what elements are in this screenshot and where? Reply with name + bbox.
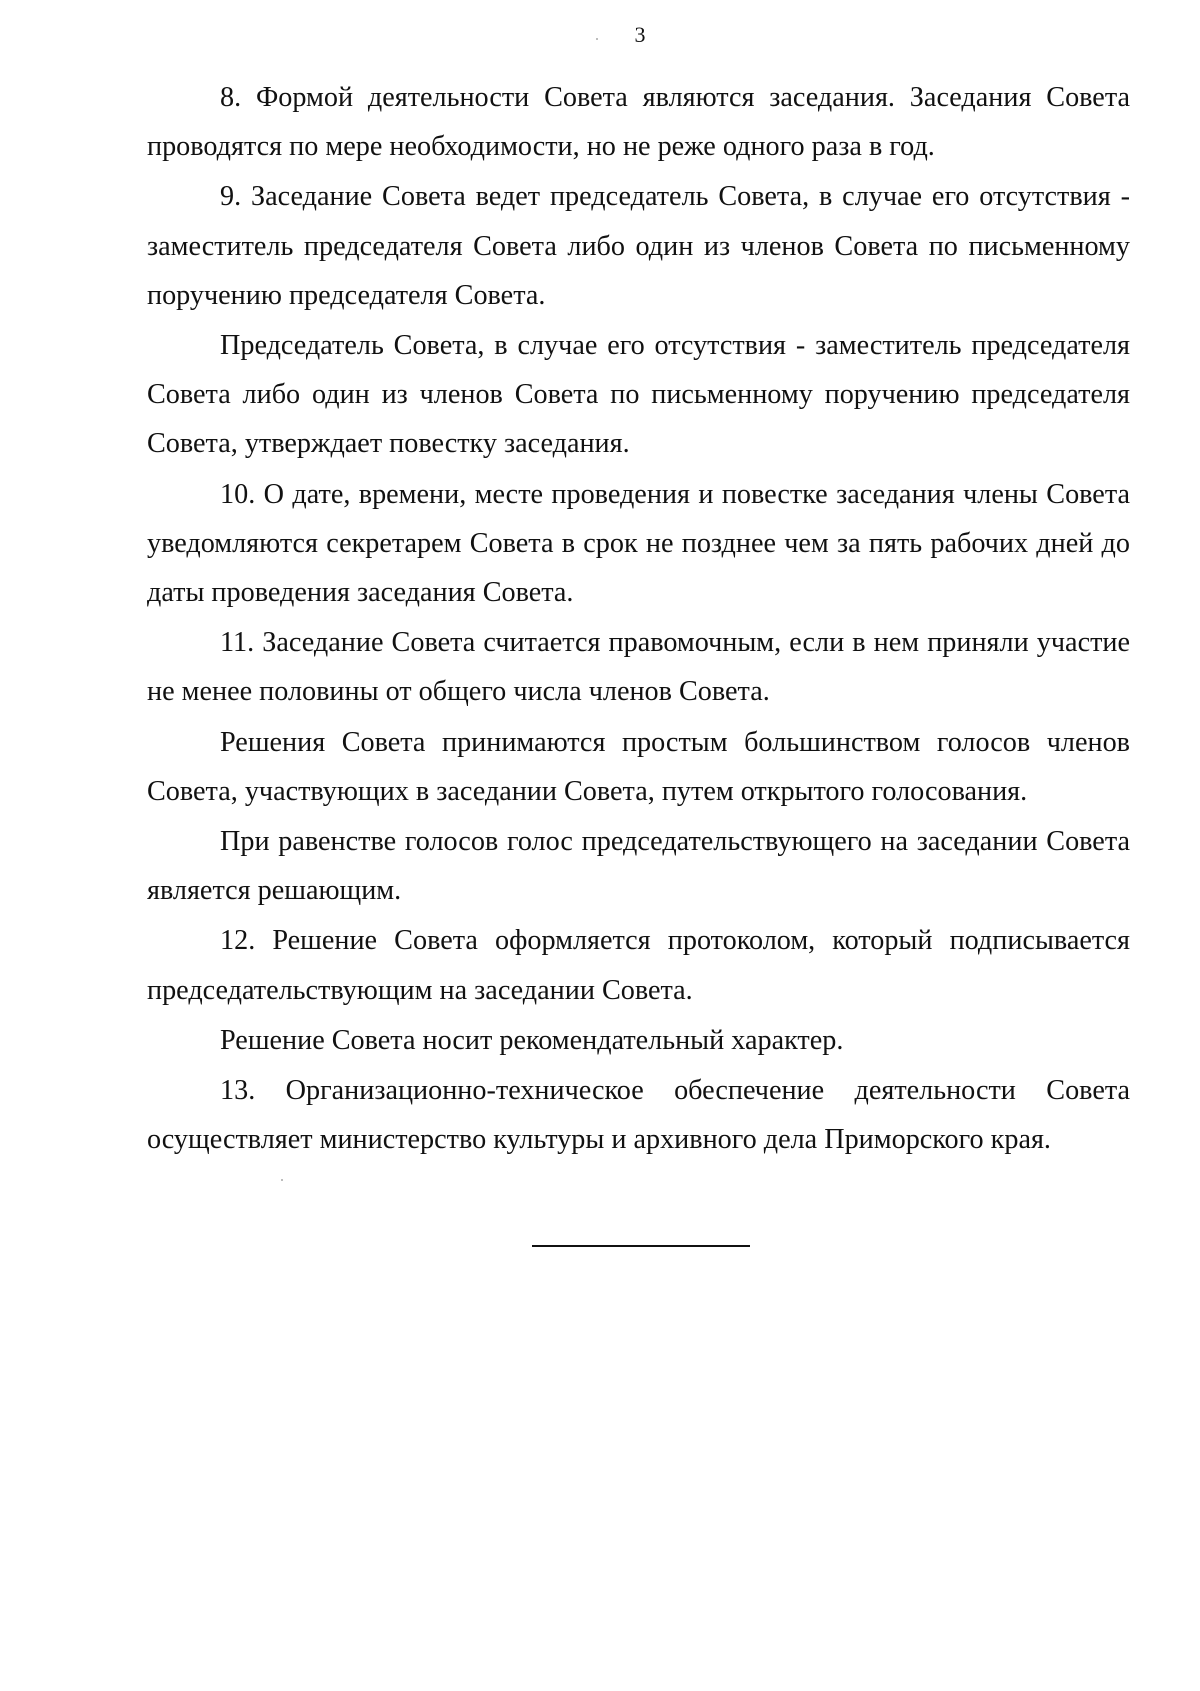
scan-speck: [281, 1179, 283, 1181]
page-number: 3: [634, 22, 646, 47]
paragraph-12: 12. Решение Совета оформляется протоколом, который подписывается председательствующим на заседании Совета.: [147, 925, 1130, 1006]
paragraph-11-tie-vote: При равенстве голосов голос председательствующего на заседании Совета является решающим.: [147, 826, 1130, 907]
paragraph-11-decisions: Решения Совета принимаются простым большинством голосов членов Совета, участвующих в заседании Совета, путем открытого голосования.: [147, 726, 1130, 807]
paragraph-13: 13. Организационно-техническое обеспечение деятельности Совета осуществляет министерство культуры и архивного дела Приморского края.: [147, 1075, 1130, 1156]
document-body: [147, 73, 1130, 1165]
paragraph-12-advisory: Решение Совета носит рекомендательный характер.: [220, 1024, 844, 1056]
paragraph-9: 9. Заседание Совета ведет председатель Совета, в случае его отсутствия - заместитель председателя Совета либо один из членов Совета по письменному поручению председателя Совета.: [147, 181, 1130, 311]
paragraph-9-agenda: Председатель Совета, в случае его отсутствия - заместитель председателя Совета либо один из членов Совета по письменному поручению председателя Совета, утверждает повестку заседания.: [147, 330, 1130, 460]
end-of-document-rule: [532, 1245, 750, 1247]
paragraph-10: 10. О дате, времени, месте проведения и повестке заседания члены Совета уведомляются секретарем Совета в срок не позднее чем за пять рабочих дней до даты проведения заседания Совета.: [147, 478, 1130, 609]
paragraph-11: 11. Заседание Совета считается правомочным, если в нем приняли участие не менее половины от общего числа членов Совета.: [147, 627, 1130, 708]
scan-speck: [596, 38, 598, 40]
paragraph-8: 8. Формой деятельности Совета являются заседания. Заседания Совета проводятся по мере необходимости, но не реже одного раза в год.: [147, 82, 1130, 163]
